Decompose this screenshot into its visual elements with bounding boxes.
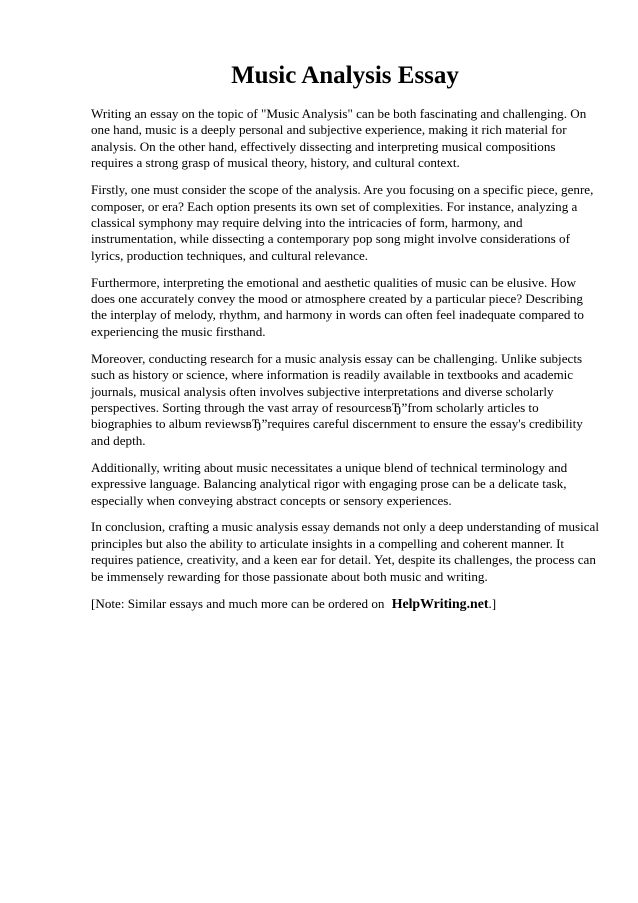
note-suffix: .] bbox=[488, 595, 497, 611]
note-prefix: [Note: Similar essays and much more can be ordered on bbox=[91, 595, 385, 611]
helpwriting-link[interactable]: HelpWriting.net bbox=[391, 595, 489, 611]
paragraph-1: Writing an essay on the topic of "Music Analysis" can be both fascinating and challenging. On one hand, music is a deeply personal and subjective experience, making it rich material for analysis. On the other hand, effectively dissecting and interpreting musical compositions requires a strong grasp of musical theory, history, and cultural context. bbox=[91, 106, 587, 171]
paragraph-6: In conclusion, crafting a music analysis essay demands not only a deep understanding of musical principles but also the ability to articulate insights in a compelling and coherent manner. It requires patience, creativity, and a keen ear for detail. Yet, despite its challenges, the process can be immensely rewarding for those passionate about both music and writing. bbox=[91, 519, 599, 584]
paragraph-4: Moreover, conducting research for a music analysis essay can be challenging. Unlike subjects such as history or science, where information is readily available in textbooks and academic journals, musical analysis often involves subjective interpretations and diverse scholarly perspectives. Sorting through the vast array of resourcesвЂ”from scholarly articles to biographies to album reviewsвЂ”requires careful discernment to ensure the essay's credibility and depth. bbox=[91, 350, 583, 448]
document-title: Music Analysis Essay bbox=[231, 62, 459, 89]
paragraph-3: Furthermore, interpreting the emotional and aesthetic qualities of music can be elusive. How does one accurately convey the mood or atmosphere created by a particular piece? Describing the interplay of melody, rhythm, and harmony in words can often feel inadequate compared to experiencing the music firsthand. bbox=[91, 274, 584, 339]
paragraph-2: Firstly, one must consider the scope of the analysis. Are you focusing on a specific piece, genre, composer, or era? Each option presents its own set of complexities. For instance, analyzing a classical symphony may require delving into the intricacies of form, harmony, and instrumentation, while dissecting a contemporary pop song might involve considerations of lyrics, production techniques, and cultural relevance. bbox=[91, 182, 594, 263]
note-paragraph bbox=[91, 596, 599, 612]
paragraph-5: Additionally, writing about music necessitates a unique blend of technical terminology and expressive language. Balancing analytical rigor with engaging prose can be a delicate task, especially when conveying abstract concepts or sensory experiences. bbox=[91, 459, 568, 508]
document-page bbox=[91, 60, 599, 622]
